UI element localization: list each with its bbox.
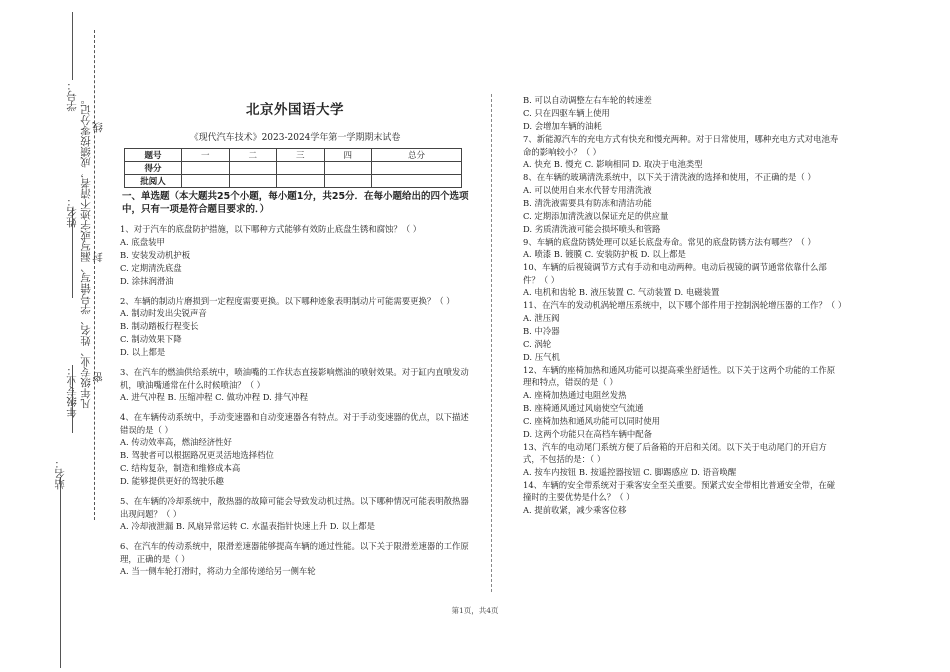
column-divider bbox=[491, 94, 492, 592]
answer-option: D. 压气机 bbox=[523, 351, 560, 362]
answer-option: A. 按车内按钮 B. 按遥控器按钮 C. 脚踢感应 D. 语音唤醒 bbox=[523, 466, 737, 477]
question-text: 9、车辆的底盘防锈处理可以延长底盘寿命。常见的底盘防锈方法有哪些？（ ） bbox=[523, 236, 816, 247]
question-block bbox=[120, 495, 470, 533]
question-text: 3、在汽车的燃油供给系统中，喷油嘴的工作状态直接影响燃油的喷射效果。对于缸内直喷发动机，喷油嘴通常在什么时候喷油？（ ） bbox=[120, 367, 469, 390]
score-col-header: 三 bbox=[277, 149, 325, 162]
score-table bbox=[124, 148, 462, 188]
answer-option: C. 制动效果下降 bbox=[120, 334, 182, 344]
question-block bbox=[523, 171, 843, 236]
seal-mark: 封 bbox=[92, 252, 104, 263]
score-col-header: 二 bbox=[229, 149, 277, 162]
answer-option: C. 座椅加热和通风功能可以同时使用 bbox=[523, 415, 661, 426]
answer-option: A. 传动效率高，燃油经济性好 bbox=[120, 437, 232, 447]
exam-title: 《现代汽车技术》2023-2024学年第一学期期末试卷 bbox=[189, 133, 401, 143]
answer-option: A. 进气冲程 B. 压缩冲程 C. 做功冲程 D. 排气冲程 bbox=[120, 392, 309, 402]
question-block bbox=[120, 295, 470, 360]
answer-option: B. 驾驶者可以根据路况更灵活地选择档位 bbox=[120, 450, 274, 460]
question-text: 10、车辆的后视镜调节方式有手动和电动两种。电动后视镜的调节通常依靠什么部件？（ ） bbox=[523, 262, 827, 285]
answer-option: C. 定期清洗底盘 bbox=[120, 262, 182, 273]
question-block bbox=[523, 441, 843, 479]
answer-option: A. 电机和齿轮 B. 液压装置 C. 气动装置 D. 电磁装置 bbox=[523, 287, 720, 297]
answer-option: B. 中冷器 bbox=[523, 325, 560, 336]
score-cell bbox=[229, 162, 277, 175]
question-block bbox=[120, 540, 470, 578]
name-label: 姓名： bbox=[66, 196, 78, 228]
seal-dashed-line bbox=[94, 30, 95, 520]
answer-option: A. 冷却液泄漏 B. 风扇异常运转 C. 水温表指针快速上升 D. 以上都是 bbox=[120, 521, 376, 531]
answer-option: A. 喷漆 B. 镀膜 C. 安装防护板 D. 以上都是 bbox=[523, 249, 686, 259]
question-text: 8、在车辆的玻璃清洗系统中，以下关于清洗液的选择和使用，不正确的是（ ） bbox=[523, 172, 816, 182]
question-list bbox=[523, 94, 847, 517]
page-footer: 第1页，共4页 bbox=[451, 606, 499, 615]
question-text: 13、汽车的电动尾门系统方便了后备箱的开启和关闭。以下关于电动尾门的开启方式，不包括的是：（ ） bbox=[523, 441, 827, 464]
score-col-header: 总分 bbox=[372, 149, 462, 162]
answer-option: A. 可以使用自来水代替专用清洗液 bbox=[523, 184, 652, 195]
score-cell bbox=[277, 162, 325, 175]
answer-option: B. 安装发动机护板 bbox=[120, 249, 191, 260]
answer-option: B. 制动踏板行程变长 bbox=[120, 321, 199, 331]
score-row bbox=[125, 162, 462, 175]
question-block bbox=[523, 94, 843, 133]
answer-option: C. 涡轮 bbox=[523, 338, 552, 349]
answer-option: C. 定期添加清洗液以保证充足的供应量 bbox=[523, 210, 669, 221]
answer-option: A. 泄压阀 bbox=[523, 312, 560, 323]
answer-option: D. 劣质清洗液可能会损坏喷头和管路 bbox=[523, 223, 661, 234]
answer-option: A. 制动时发出尖锐声音 bbox=[120, 308, 207, 318]
right-column bbox=[523, 94, 847, 517]
question-block bbox=[120, 223, 470, 288]
answer-option: D. 能够提供更好的驾驶乐趣 bbox=[120, 476, 224, 486]
answer-option: B. 座椅通风通过风扇使空气流通 bbox=[523, 402, 644, 413]
section-heading: 一、单选题（本大题共25个小题，每小题1分，共25分．在每小题给出的四个选项中，只有一项是符合题目要求的．） bbox=[122, 191, 469, 215]
answer-option: A. 底盘装甲 bbox=[120, 236, 165, 247]
answer-option: B. 清洗液需要具有防冻和清洁功能 bbox=[523, 197, 652, 208]
question-text: 12、车辆的座椅加热和通风功能可以提高乘坐舒适性。以下关于这两个功能的工作原理和特点，错误的是（ ） bbox=[523, 364, 836, 387]
grader-cell bbox=[229, 175, 277, 188]
answer-option: B. 可以自动调整左右车轮的转速差 bbox=[523, 95, 652, 105]
question-text: 5、在车辆的冷却系统中，散热器的故障可能会导致发动机过热。以下哪种情况可能表明散热器出现问题？（ ） bbox=[120, 496, 469, 519]
question-text: 6、在汽车的传动系统中，限滑差速器能够提高车辆的通过性能。以下关于限滑差速器的工作原理，正确的是（ ） bbox=[120, 541, 469, 564]
answer-option: A. 提前收紧，减少乘客位移 bbox=[523, 504, 627, 515]
university-title: 北京外国语大学 bbox=[246, 102, 344, 118]
seal-mark: 密 bbox=[92, 372, 104, 383]
answer-option: D. 涂抹润滑油 bbox=[120, 275, 174, 286]
grader-cell bbox=[324, 175, 372, 188]
binding-solid-line bbox=[72, 12, 73, 80]
student-id-label: 学号： bbox=[66, 80, 78, 112]
grader-row bbox=[125, 175, 462, 188]
question-block bbox=[523, 299, 847, 364]
question-block bbox=[120, 366, 470, 404]
answer-option: D. 会增加车辆的油耗 bbox=[523, 121, 602, 131]
seal-mark: 线 bbox=[92, 122, 104, 133]
exam-site-label: 站名： bbox=[54, 458, 66, 490]
question-text: 7、新能源汽车的充电方式有快充和慢充两种。对于日常使用，哪种充电方式对电池寿命的影响较小？（ ） bbox=[523, 134, 839, 157]
question-block bbox=[523, 364, 843, 441]
left-column bbox=[120, 94, 470, 578]
score-table-header-row bbox=[125, 149, 462, 162]
score-cell bbox=[324, 162, 372, 175]
question-block bbox=[523, 261, 843, 299]
answer-option: C. 结构复杂，制造和维修成本高 bbox=[120, 463, 241, 473]
score-col-header: 题号 bbox=[125, 149, 182, 162]
question-text: 11、在汽车的发动机涡轮增压系统中，以下哪个部件用于控制涡轮增压器的工作？（ ） bbox=[523, 300, 847, 310]
question-text: 1、对于汽车的底盘防护措施，以下哪种方式能够有效防止底盘生锈和腐蚀？（ ） bbox=[120, 224, 422, 234]
grade-major-label: 年级专业： bbox=[66, 365, 78, 418]
score-col-header: 一 bbox=[182, 149, 230, 162]
grader-cell bbox=[277, 175, 325, 188]
binding-margin bbox=[0, 0, 110, 672]
score-cell bbox=[182, 162, 230, 175]
answer-option: D. 以上都是 bbox=[120, 347, 166, 357]
grader-cell bbox=[372, 175, 462, 188]
grader-cell bbox=[182, 175, 230, 188]
question-text: 2、车辆的制动片磨损到一定程度需要更换。以下哪种迹象表明制动片可能需要更换？（ ） bbox=[120, 295, 455, 306]
answer-option: A. 快充 B. 慢充 C. 影响相同 D. 取决于电池类型 bbox=[523, 159, 703, 169]
score-row-label: 得分 bbox=[125, 162, 182, 175]
grader-row-label: 批阅人 bbox=[125, 175, 182, 188]
answer-option: D. 这两个功能只在高档车辆中配备 bbox=[523, 428, 652, 439]
question-block bbox=[523, 236, 843, 262]
answer-option: C. 只在四驱车辆上使用 bbox=[523, 108, 610, 118]
binding-warning: 凡年级专业、姓名、学号错写、漏写或字迹不清者，成绩按零分记。 bbox=[80, 94, 92, 409]
score-cell bbox=[372, 162, 462, 175]
question-text: 4、在车辆传动系统中，手动变速器和自动变速器各有特点。对于手动变速器的优点，以下描述错误的是（ ） bbox=[120, 412, 469, 435]
answer-option: A. 座椅加热通过电阻丝发热 bbox=[523, 389, 627, 400]
question-block bbox=[120, 411, 470, 488]
question-block bbox=[523, 479, 843, 517]
binding-solid-line bbox=[60, 478, 61, 668]
question-text: 14、车辆的安全带系统对于乘客安全至关重要。预紧式安全带相比普通安全带，在碰撞时的主要优势是什么？（ ） bbox=[523, 479, 836, 502]
answer-option: A. 当一侧车轮打滑时，将动力全部传递给另一侧车轮 bbox=[120, 566, 316, 576]
question-block bbox=[523, 133, 843, 171]
question-list bbox=[120, 223, 470, 578]
score-col-header: 四 bbox=[324, 149, 372, 162]
